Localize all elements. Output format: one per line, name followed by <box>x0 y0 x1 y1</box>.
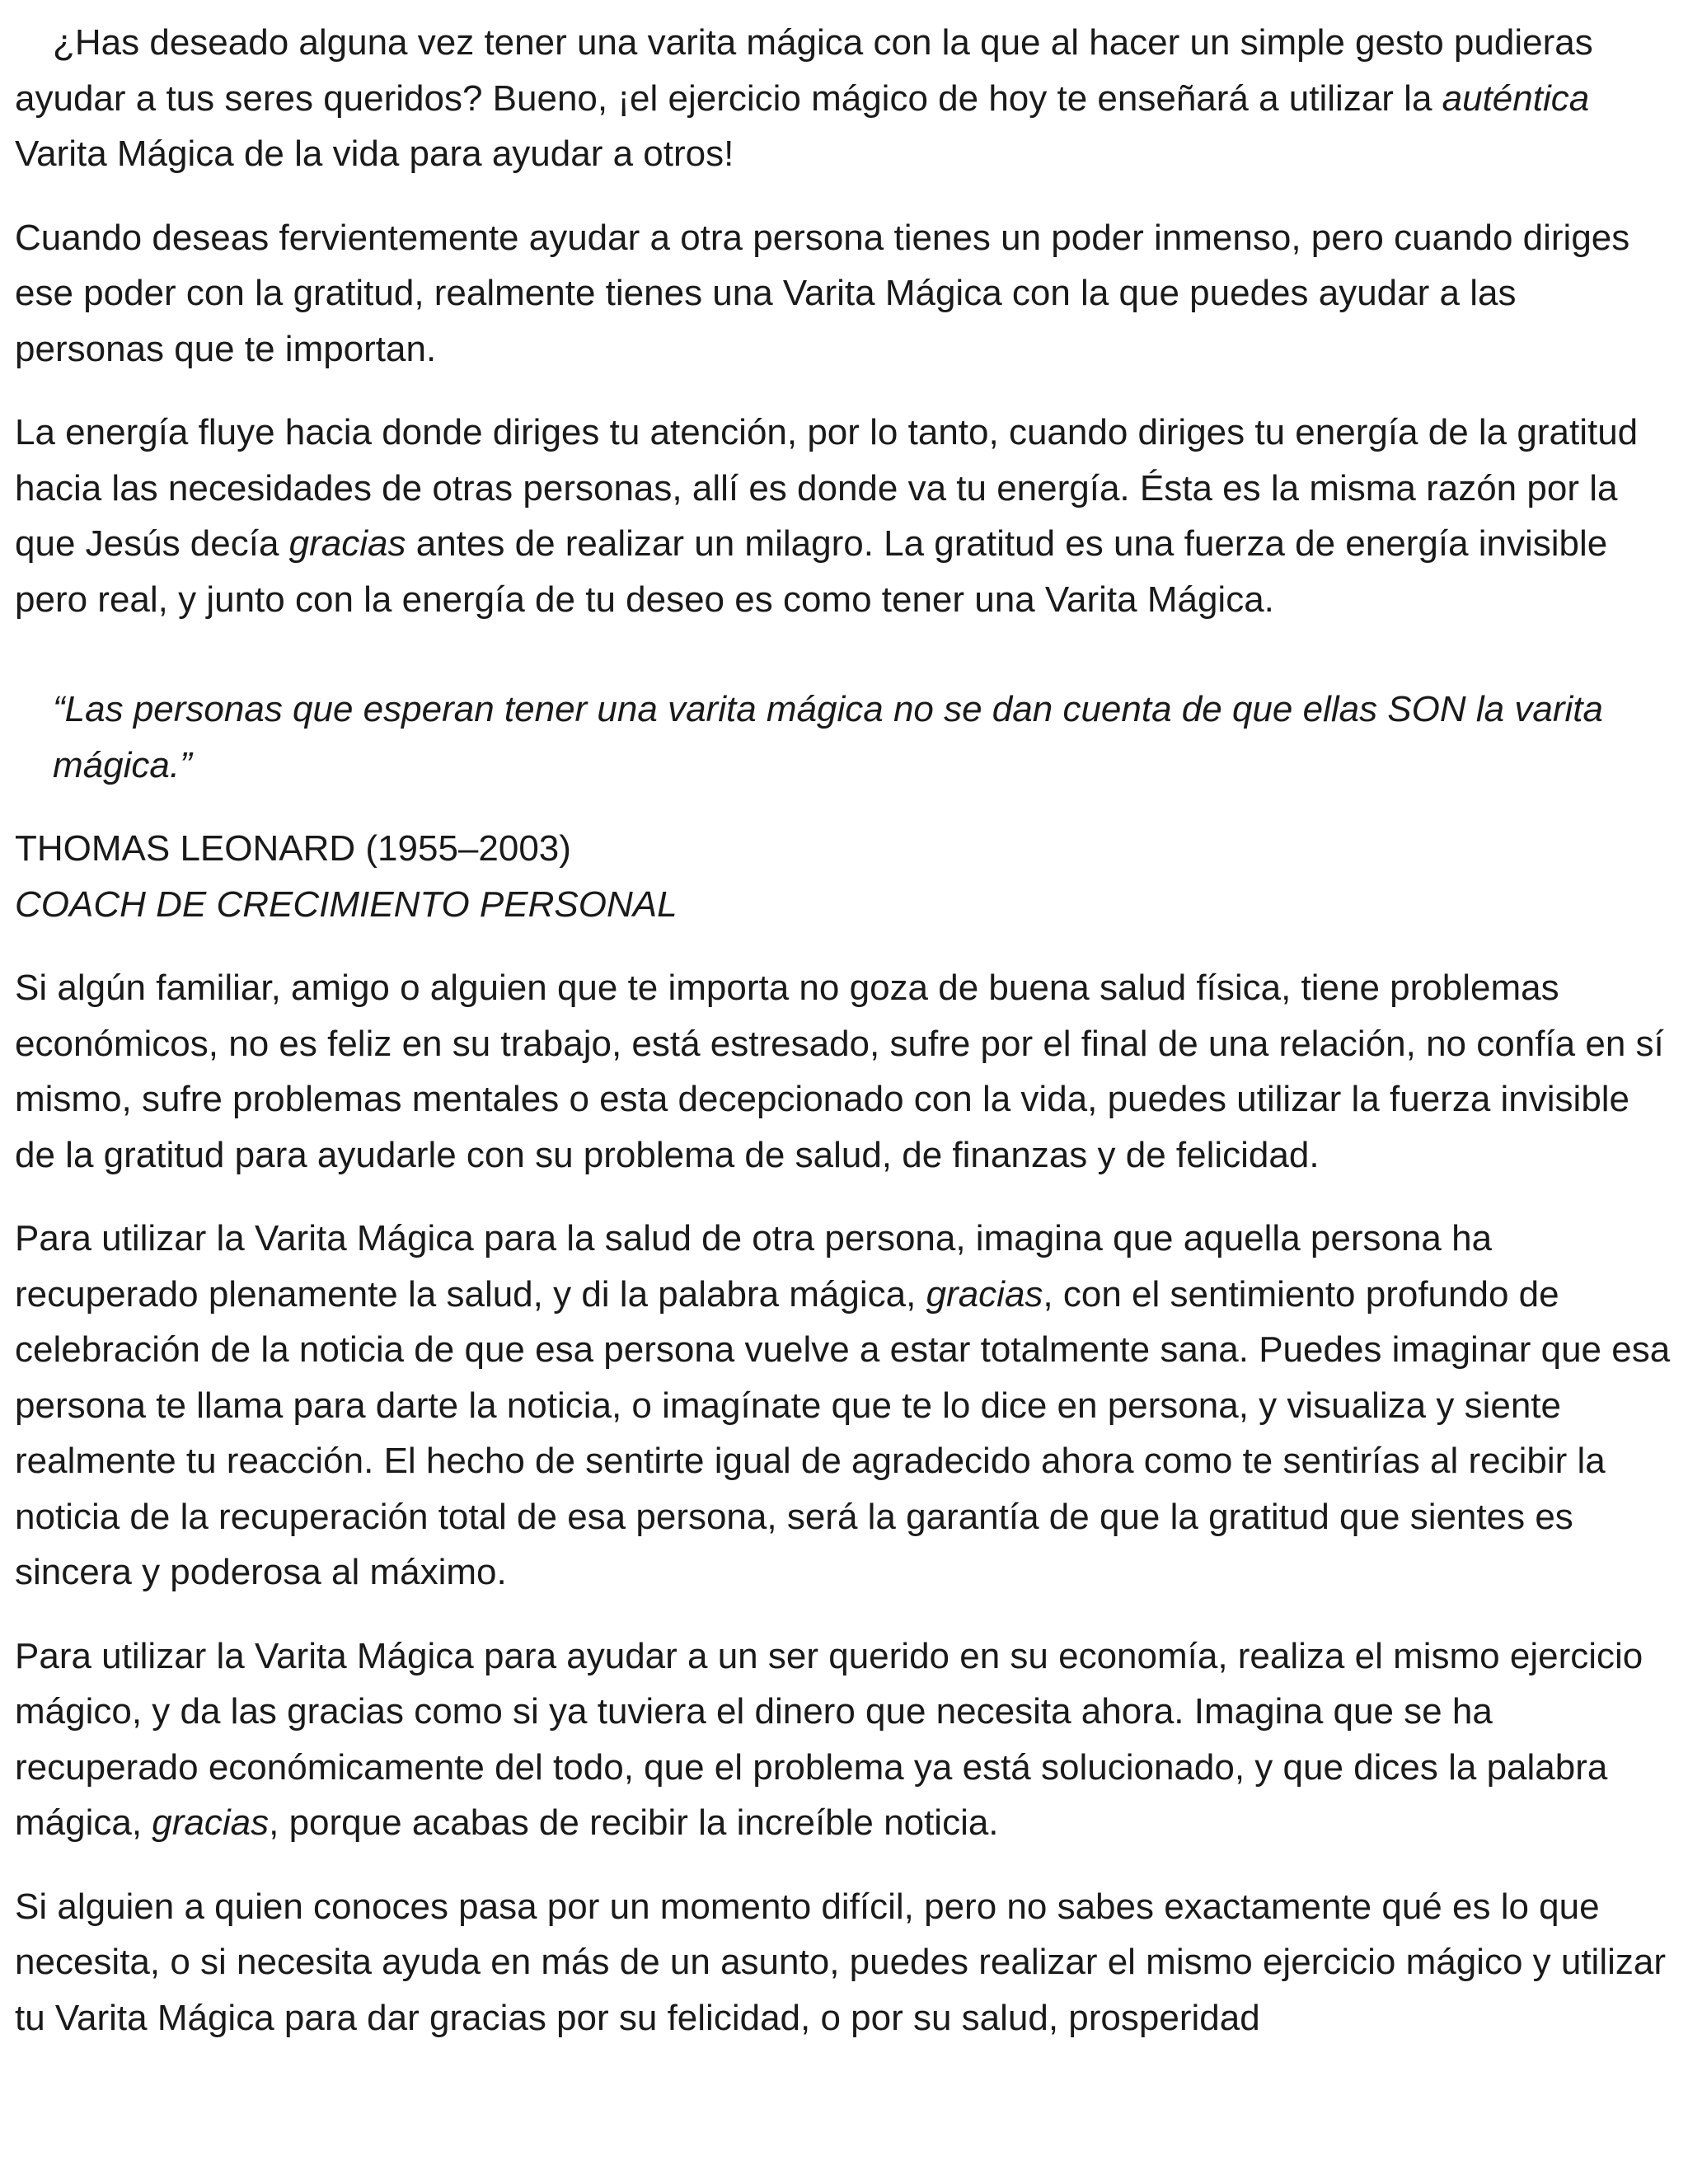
paragraph-text: , con el sentimiento profundo de celebración de la noticia de que esa persona vuelve a estar totalmente sana. Puedes imaginar que esa persona te llama para darte la noticia, o imagínate que te lo dice en persona, y visualiza y siente realmente tu reacción. El hecho de sentirte igual de agradecido ahora como te sentirías al recibir la noticia de la recuperación total de esa persona, será la garantía de que la gratitud que sientes es sincera y poderosa al máximo. <box>15 1273 1671 1592</box>
paragraph-problems: Si algún familiar, amigo o alguien que te importa no goza de buena salud física, tiene problemas económicos, no es feliz en su trabajo, está estresado, sufre por el final de una relación, no confía en sí mismo, sufre problemas mentales o esta decepcionado con la vida, puedes utilizar la fuerza invisible de la gratitud para ayudarle con su problema de salud, de finanzas y de felicidad. <box>15 968 1664 1175</box>
paragraph-intro <box>15 15 1675 182</box>
emphasis-text: gracias <box>288 523 406 564</box>
paragraph-text: Varita Mágica de la vida para ayudar a otros! <box>15 134 734 174</box>
emphasis-text: gracias <box>152 1802 270 1843</box>
emphasis-text: auténtica <box>1442 77 1590 119</box>
paragraph-text: Para utilizar la Varita Mágica para ayudar a un ser querido en su economía, realiza el mismo ejercicio mágico, y da las gracias como si ya tuviera el dinero que necesita ahora. Imagina que se ha recuperado económicamente del todo, que el problema ya está solucionado, y que dices la palabra mágica, <box>15 1635 1643 1843</box>
paragraph-text: ¿Has deseado alguna vez tener una varita mágica con la que al hacer un simple gesto pudieras ayudar a tus seres queridos? Bueno, ¡el ejercicio mágico de hoy te enseñará a utilizar la <box>15 22 1593 119</box>
paragraph-health <box>15 1211 1675 1601</box>
paragraph-difficult-moment: Si alguien a quien conoces pasa por un momento difícil, pero no sabes exactamente qué es lo que necesita, o si necesita ayuda en más de un asunto, puedes realizar el mismo ejercicio mágico y utilizar tu Varita Mágica para dar gracias por su felicidad, o por su salud, prosperidad <box>15 1886 1667 2038</box>
paragraph-text: antes de realizar un milagro. La gratitud es una fuerza de energía invisible pero real, y junto con la energía de tu deseo es como tener una Varita Mágica. <box>15 523 1608 620</box>
emphasis-text: gracias <box>926 1273 1043 1315</box>
quote-attribution <box>15 821 1675 932</box>
paragraph-power: Cuando deseas fervientemente ayudar a otra persona tienes un poder inmenso, pero cuando diriges ese poder con la gratitud, realmente tienes una Varita Mágica con la que puedes ayudar a las personas que te importan. <box>15 217 1630 369</box>
block-quote: “Las personas que esperan tener una varita mágica no se dan cuenta de que ellas SON la varita mágica.” <box>53 689 1603 785</box>
author-role: COACH DE CRECIMIENTO PERSONAL <box>15 883 678 925</box>
paragraph-text: Para utilizar la Varita Mágica para la salud de otra persona, imagina que aquella persona ha recuperado plenamente la salud, y di la palabra mágica, <box>15 1218 1493 1315</box>
author-name: THOMAS LEONARD (1955–2003) <box>15 828 571 869</box>
paragraph-energy <box>15 405 1675 627</box>
paragraph-text: La energía fluye hacia donde diriges tu atención, por lo tanto, cuando diriges tu energía de la gratitud hacia las necesidades de otras personas, allí es donde va tu energía. Ésta es la misma razón por la que Jesús decía <box>15 412 1639 564</box>
paragraph-text: , porque acabas de recibir la increíble noticia. <box>269 1802 999 1843</box>
paragraph-economy <box>15 1629 1675 1851</box>
